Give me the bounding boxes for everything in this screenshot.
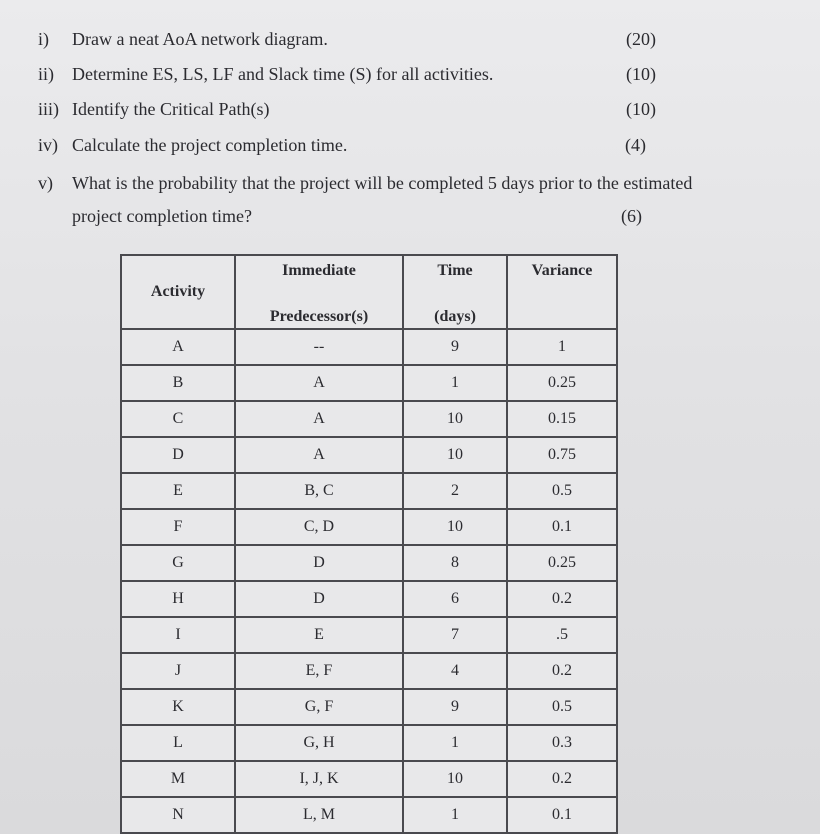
table-header-row bbox=[121, 255, 617, 329]
cell-variance: 0.25 bbox=[507, 365, 617, 401]
table-row bbox=[121, 581, 617, 617]
cell-time: 9 bbox=[403, 689, 507, 725]
table-row bbox=[121, 401, 617, 437]
question-marks: (10) bbox=[626, 64, 656, 84]
cell-activity: L bbox=[121, 725, 235, 761]
header-time-line1: Time bbox=[437, 262, 473, 279]
header-pred-line1: Immediate bbox=[282, 262, 356, 279]
question-marks: (20) bbox=[626, 29, 656, 49]
header-variance-label: Variance bbox=[531, 262, 593, 279]
cell-predecessor: A bbox=[235, 365, 403, 401]
table-row bbox=[121, 617, 617, 653]
cell-predecessor: E bbox=[235, 617, 403, 653]
cell-predecessor: A bbox=[235, 437, 403, 473]
header-variance bbox=[507, 255, 617, 329]
cell-time: 7 bbox=[403, 617, 507, 653]
cell-activity: G bbox=[121, 545, 235, 581]
cell-variance: 0.75 bbox=[507, 437, 617, 473]
question-3 bbox=[38, 98, 269, 120]
cell-activity: N bbox=[121, 797, 235, 833]
question-4 bbox=[38, 134, 347, 156]
question-5 bbox=[38, 172, 692, 194]
cell-predecessor: G, F bbox=[235, 689, 403, 725]
cell-time: 10 bbox=[403, 761, 507, 797]
header-time-line2: (days) bbox=[434, 308, 476, 325]
cell-variance: 0.1 bbox=[507, 797, 617, 833]
cell-time: 8 bbox=[403, 545, 507, 581]
cell-activity: E bbox=[121, 473, 235, 509]
question-text: Determine ES, LS, LF and Slack time (S) for all activities. bbox=[72, 64, 494, 84]
table-row bbox=[121, 761, 617, 797]
cell-activity: H bbox=[121, 581, 235, 617]
table-row bbox=[121, 365, 617, 401]
header-pred-line2: Predecessor(s) bbox=[269, 308, 369, 325]
table-row bbox=[121, 473, 617, 509]
cell-variance: 0.25 bbox=[507, 545, 617, 581]
activity-table bbox=[120, 254, 618, 834]
cell-predecessor: A bbox=[235, 401, 403, 437]
cell-predecessor: G, H bbox=[235, 725, 403, 761]
cell-predecessor: -- bbox=[235, 329, 403, 365]
cell-variance: 0.5 bbox=[507, 473, 617, 509]
cell-predecessor: B, C bbox=[235, 473, 403, 509]
cell-activity: M bbox=[121, 761, 235, 797]
question-text: project completion time? bbox=[72, 206, 252, 226]
cell-time: 10 bbox=[403, 401, 507, 437]
cell-variance: .5 bbox=[507, 617, 617, 653]
question-number: v) bbox=[38, 173, 53, 193]
question-5-continued bbox=[72, 205, 252, 227]
table-row bbox=[121, 437, 617, 473]
header-time bbox=[403, 255, 507, 329]
question-number: i) bbox=[38, 29, 49, 49]
cell-time: 2 bbox=[403, 473, 507, 509]
cell-variance: 0.15 bbox=[507, 401, 617, 437]
cell-variance: 0.1 bbox=[507, 509, 617, 545]
cell-activity: F bbox=[121, 509, 235, 545]
cell-time: 10 bbox=[403, 437, 507, 473]
question-number: ii) bbox=[38, 64, 54, 84]
cell-activity: D bbox=[121, 437, 235, 473]
cell-time: 1 bbox=[403, 365, 507, 401]
cell-time: 1 bbox=[403, 725, 507, 761]
table-row bbox=[121, 689, 617, 725]
question-text: What is the probability that the project will be completed 5 days prior to the estimated bbox=[72, 173, 693, 193]
cell-variance: 0.2 bbox=[507, 653, 617, 689]
question-2 bbox=[38, 63, 493, 85]
cell-predecessor: I, J, K bbox=[235, 761, 403, 797]
question-number: iv) bbox=[38, 135, 58, 155]
question-marks: (4) bbox=[625, 135, 646, 155]
table-row bbox=[121, 545, 617, 581]
cell-time: 10 bbox=[403, 509, 507, 545]
cell-activity: K bbox=[121, 689, 235, 725]
cell-time: 4 bbox=[403, 653, 507, 689]
cell-time: 9 bbox=[403, 329, 507, 365]
question-text: Calculate the project completion time. bbox=[72, 135, 348, 155]
cell-variance: 0.2 bbox=[507, 581, 617, 617]
table-row bbox=[121, 797, 617, 833]
cell-variance: 0.2 bbox=[507, 761, 617, 797]
table-row bbox=[121, 653, 617, 689]
cell-predecessor: D bbox=[235, 581, 403, 617]
cell-variance: 0.3 bbox=[507, 725, 617, 761]
question-marks: (10) bbox=[626, 99, 656, 119]
question-marks: (6) bbox=[621, 206, 642, 226]
header-predecessors bbox=[235, 255, 403, 329]
cell-predecessor: E, F bbox=[235, 653, 403, 689]
cell-time: 1 bbox=[403, 797, 507, 833]
table-row bbox=[121, 509, 617, 545]
cell-activity: J bbox=[121, 653, 235, 689]
cell-activity: B bbox=[121, 365, 235, 401]
table-row bbox=[121, 329, 617, 365]
cell-variance: 1 bbox=[507, 329, 617, 365]
table-row bbox=[121, 725, 617, 761]
question-text: Draw a neat AoA network diagram. bbox=[72, 29, 328, 49]
header-activity: Activity bbox=[121, 255, 235, 329]
cell-activity: C bbox=[121, 401, 235, 437]
cell-time: 6 bbox=[403, 581, 507, 617]
cell-predecessor: L, M bbox=[235, 797, 403, 833]
cell-activity: A bbox=[121, 329, 235, 365]
question-text: Identify the Critical Path(s) bbox=[72, 99, 270, 119]
cell-activity: I bbox=[121, 617, 235, 653]
cell-variance: 0.5 bbox=[507, 689, 617, 725]
cell-predecessor: D bbox=[235, 545, 403, 581]
question-1 bbox=[38, 28, 328, 50]
question-number: iii) bbox=[38, 99, 59, 119]
cell-predecessor: C, D bbox=[235, 509, 403, 545]
